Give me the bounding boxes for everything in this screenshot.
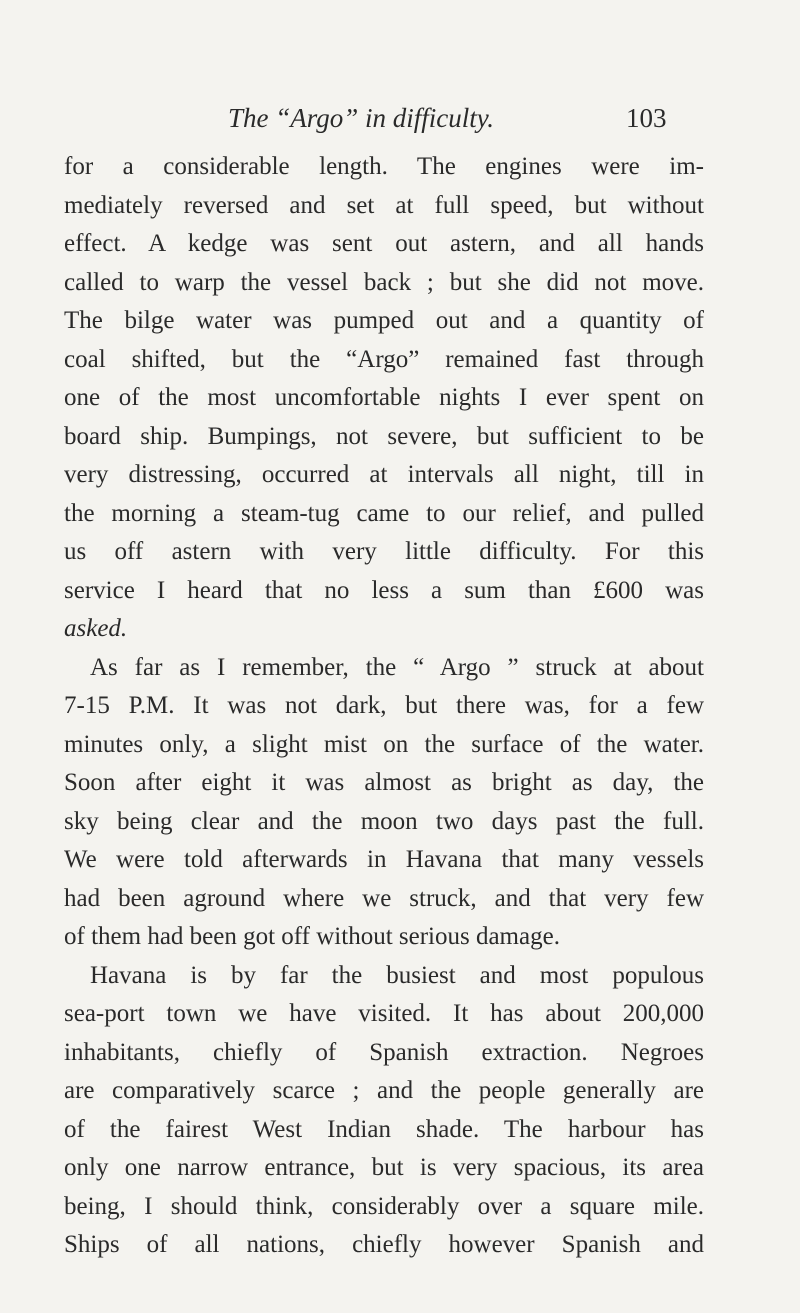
text-line: sea-port town we have visited. It has about 200,000 <box>64 1000 704 1027</box>
text-line: being, I should think, considerably over a square mile. <box>64 1192 704 1220</box>
text-line: We were told afterwards in Havana that many vessels <box>64 846 704 873</box>
text-line: Ships of all nations, chiefly however Spanish and <box>64 1231 704 1258</box>
page-header <box>0 103 800 137</box>
text-line: very distressing, occurred at intervals all night, till in <box>64 461 704 488</box>
text-line: us off astern with very little difficulty. For this <box>64 538 704 565</box>
text-line: 7-15 P.M. It was not dark, but there was, for a few <box>64 692 704 719</box>
text-line: minutes only, a slight mist on the surface of the water. <box>64 730 704 758</box>
text-line: coal shifted, but the “Argo” remained fast through <box>64 345 704 373</box>
text-line: Havana is by far the busiest and most populous <box>90 961 704 989</box>
text-line: asked. <box>64 615 128 642</box>
text-line: board ship. Bumpings, not severe, but sufficient to be <box>64 422 704 450</box>
text-line: are comparatively scarce ; and the people generally are <box>64 1077 704 1104</box>
text-line: of them had been got off without serious damage. <box>64 923 560 950</box>
text-line: called to warp the vessel back ; but she did not move. <box>64 268 704 296</box>
text-line: had been aground where we struck, and that very few <box>64 884 704 912</box>
page-number: 103 <box>626 103 667 133</box>
running-head: The “Argo” in difficulty. <box>228 103 495 133</box>
text-line: the morning a steam-tug came to our relief, and pulled <box>64 499 704 527</box>
text-line: one of the most uncomfortable nights I ever spent on <box>64 384 704 411</box>
text-line: The bilge water was pumped out and a quantity of <box>64 307 704 334</box>
text-line: mediately reversed and set at full speed, but without <box>64 191 704 219</box>
text-line: of the fairest West Indian shade. The harbour has <box>64 1115 704 1143</box>
text-line: effect. A kedge was sent out astern, and all hands <box>64 230 704 257</box>
text-line: inhabitants, chiefly of Spanish extraction. Negroes <box>64 1038 704 1066</box>
text-line: As far as I remember, the “ Argo ” struck at about <box>90 653 704 681</box>
text-line: service I heard that no less a sum than £600 was <box>64 576 704 604</box>
text-line: Soon after eight it was almost as bright as day, the <box>64 769 704 796</box>
text-line: for a considerable length. The engines were im- <box>64 153 704 180</box>
body-text <box>64 148 704 1265</box>
text-line: only one narrow entrance, but is very spacious, its area <box>64 1154 704 1181</box>
text-line: sky being clear and the moon two days past the full. <box>64 807 704 835</box>
